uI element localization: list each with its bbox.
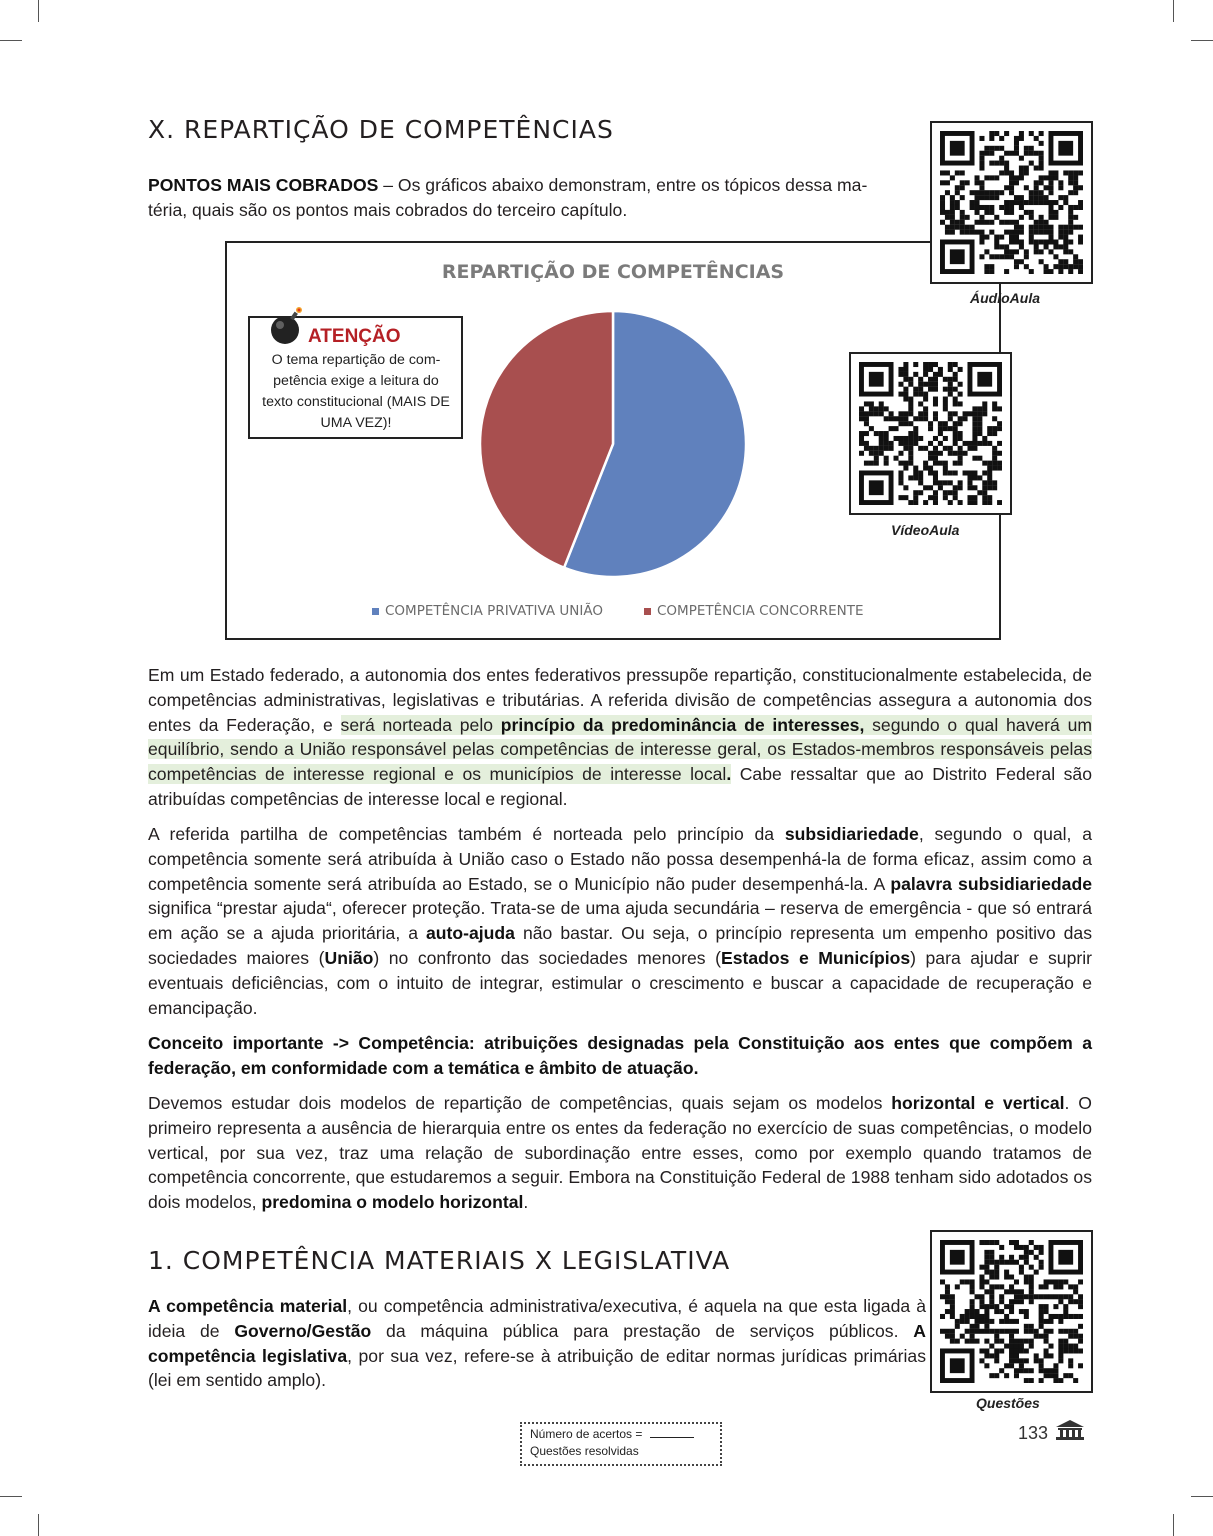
p4-text: . O primeiro representa a ausência de hierarquia entre os entes da federação no exercício de suas competências, o modelo vertical, por sua vez, traz uma relação de subordinação entre esses, como por exemplo quando tratamos de competência concorrente, que estudaremos a seguir. Embora na Constituição Federal de 1988 tenham sido adotados os dois modelos, (148, 1093, 1092, 1213)
attention-title: ATENÇÃO (308, 326, 401, 347)
crop-mark (1191, 40, 1213, 41)
temple-icon (1055, 1419, 1085, 1441)
sub-text: , por sua vez, refere-se à atribuição de editar normas jurídicas primárias (lei em sentido amplo). (148, 1345, 926, 1391)
acertos-text: Número de acertos = (530, 1427, 643, 1441)
p1-bold-principle: princípio da predominância de interesses, (500, 714, 865, 735)
sub-bold: A competência material (148, 1296, 348, 1316)
p1-bold-period: . (726, 764, 732, 785)
resolvidas-label: Questões resolvidas (530, 1444, 639, 1458)
page-number: 133 (1018, 1423, 1049, 1443)
subsection-paragraph (148, 1294, 926, 1393)
intro-line-2: téria, quais são os pontos mais cobrados do terceiro capítulo. (148, 199, 628, 220)
crop-mark (38, 0, 39, 22)
intro-lead: PONTOS MAIS COBRADOS (148, 175, 379, 195)
p1-text-b: Cabe ressaltar que ao Distrito Federal são atribuídas competências de interesse local e regional. (148, 764, 1092, 809)
qr-caption-questions: Questões (976, 1395, 1040, 1411)
score-box (520, 1422, 722, 1466)
p4-text: . (523, 1192, 529, 1213)
bomb-icon (268, 306, 308, 346)
crop-mark (38, 1514, 39, 1536)
legend-item-privativa (372, 603, 603, 619)
important-concept: Conceito importante -> Competência: atribuições designadas pela Constituição aos entes que compõem a federação, em conformidade com a temática e âmbito de atuação. (148, 1033, 1092, 1078)
paragraph-2 (148, 822, 1092, 1020)
crop-mark (1173, 1514, 1174, 1536)
p2-bold: União (324, 947, 374, 968)
p2-text: , segundo o qual, a competência somente será atribuída à União caso o Estado não possa desempenhá-la de forma eficaz, assim como a competência somente será atribuída ao Estado, se o Município não puder desempenhá-la. A (148, 824, 1093, 894)
qr-caption-audio: ÁudioAula (970, 290, 1040, 306)
qr-code-audio[interactable] (930, 121, 1093, 284)
legend-label-concorrente: COMPETÊNCIA CONCORRENTE (657, 603, 864, 619)
p4-bold: horizontal e vertical (891, 1093, 1065, 1113)
sub-bold: Governo/Gestão (234, 1320, 372, 1341)
p2-bold: auto-ajuda (426, 923, 515, 944)
p2-bold: Estados e Municípios (720, 947, 911, 968)
p2-text: ) no confronto das sociedades menores ( (373, 947, 721, 968)
p4-bold: predomina o modelo horizontal (261, 1192, 524, 1213)
sub-text: , ou competência administrativa/executiva, é aquela na que esta ligada à ideia de (148, 1296, 926, 1341)
legend-swatch-blue (372, 608, 379, 615)
qr-pattern-icon (940, 131, 1083, 274)
qr-pattern-icon (940, 1240, 1083, 1383)
sub-text: da máquina pública para prestação de serviços públicos. (371, 1320, 914, 1341)
chart-title: REPARTIÇÃO DE COMPETÊNCIAS (441, 261, 785, 283)
crop-mark (1173, 0, 1174, 22)
acertos-blank[interactable] (650, 1437, 694, 1438)
paragraph-4 (148, 1091, 1092, 1215)
legend-label-privativa: COMPETÊNCIA PRIVATIVA UNIÃO (385, 603, 603, 619)
p2-bold: subsidiariedade (784, 824, 919, 844)
attention-text: O tema repartição de com-petência exige a leitura do texto constitucional (MAIS DE UMA VEZ)! (262, 352, 450, 431)
p2-text: não bastar. Ou seja, o princípio representa um empenho positivo das sociedades maiores ( (148, 923, 1092, 968)
p1-highlight-a: será norteada pelo (340, 714, 501, 735)
sub-bold: A competência legislativa (148, 1320, 926, 1366)
p1-highlight-b: segundo o qual haverá um equilíbrio, sendo a União responsável pelas competências de interesse geral, os Estados-membros responsáveis pelas competências de interesse regional e os municípios de interesse local (148, 714, 1093, 785)
subsection-title: 1. COMPETÊNCIA MATERIAIS X LEGISLATIVA (148, 1246, 731, 1275)
p1-text-a: Em um Estado federado, a autonomia dos entes federativos pressupõe repartição, constitucionalmente estabelecida, de competências administrativas, legislativas e tributárias. A referida divisão de competências assegura a autonomia dos entes da Federação, e (148, 665, 1092, 735)
section-title: X. REPARTIÇÃO DE COMPETÊNCIAS (148, 115, 614, 144)
qr-code-questions[interactable] (930, 1230, 1093, 1393)
paragraph-1 (148, 663, 1092, 812)
qr-caption-video: VídeoAula (891, 522, 960, 538)
crop-mark (0, 1496, 22, 1497)
qr-pattern-icon (859, 362, 1002, 505)
intro-line-1: – Os gráficos abaixo demonstram, entre os tópicos dessa ma- (378, 175, 868, 195)
legend-swatch-red (644, 608, 651, 615)
p4-text: Devemos estudar dois modelos de repartição de competências, quais sejam os modelos (148, 1093, 892, 1113)
p2-text: ) para ajudar e suprir eventuais deficiências, com o intuito de integrar, estimular o crescimento e buscar a capacidade de recuperação e emancipação. (148, 947, 1092, 1018)
p2-text: significa “prestar ajuda“, oferecer proteção. Trata-se de uma ajuda secundária – reserva de emergência - que só entrará em ação se a ajuda prioritária, a (148, 898, 1092, 944)
intro-paragraph (148, 173, 926, 223)
acertos-label (530, 1427, 694, 1441)
crop-mark (1191, 1496, 1213, 1497)
attention-box (248, 316, 463, 439)
p2-bold: palavra subsidiariedade (890, 873, 1092, 894)
p2-text: A referida partilha de competências também é norteada pelo princípio da (148, 824, 785, 844)
legend-item-concorrente (644, 603, 864, 619)
qr-code-video[interactable] (849, 352, 1012, 515)
crop-mark (0, 40, 22, 41)
